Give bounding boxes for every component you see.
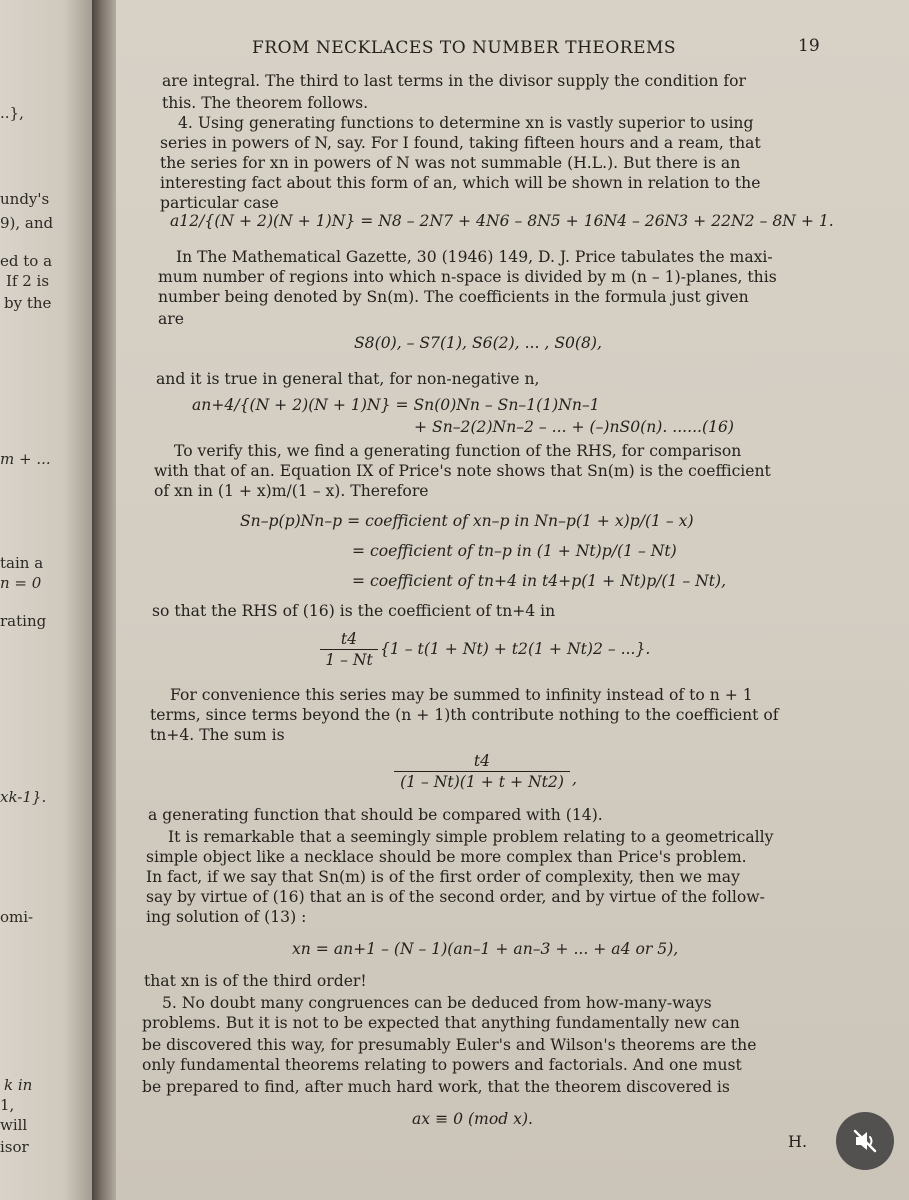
text-line: of xn in (1 + x)m/(1 – x). Therefore <box>154 482 429 500</box>
left-fragment: rating <box>0 612 47 630</box>
equation-xn: xn = an+1 – (N – 1)(an–1 + an–3 + ... + a4 or 5), <box>292 940 679 958</box>
fraction-comma: , <box>572 770 577 788</box>
left-fragment: 9), and <box>0 214 54 232</box>
left-fragment: tain a <box>0 554 44 572</box>
fraction-numerator: t4 <box>473 752 491 770</box>
text-line: a generating function that should be compared with (14). <box>148 806 603 824</box>
fraction-t4-over-1-nt <box>320 630 378 669</box>
mute-button[interactable] <box>836 1112 894 1170</box>
equation-verify-3: = coefficient of tn+4 in t4+p(1 + Nt)p/(1 – Nt), <box>352 572 727 590</box>
left-fragment: If 2 is <box>6 272 50 290</box>
author-initial: H. <box>788 1132 808 1151</box>
left-page-edge <box>0 0 92 1200</box>
left-fragment: xk-1}. <box>0 788 47 806</box>
left-fragment: 1, <box>0 1096 15 1114</box>
equation-16-line2: + Sn–2(2)Nn–2 – ... + (–)nS0(n). ......(16) <box>414 418 735 436</box>
text-line: this. The theorem follows. <box>162 94 369 112</box>
text-line: number being denoted by Sn(m). The coefficients in the formula just given <box>158 288 749 306</box>
text-line: In The Mathematical Gazette, 30 (1946) 149, D. J. Price tabulates the maxi- <box>176 248 773 266</box>
text-line: ing solution of (13) : <box>146 908 307 926</box>
equation-a12: a12/{(N + 2)(N + 1)N} = N8 – 2N7 + 4N6 – 8N5 + 16N4 – 26N3 + 22N2 – 8N + 1. <box>170 212 834 230</box>
text-line: particular case <box>160 194 279 212</box>
text-line: series in powers of N, say. For I found, taking fifteen hours and a ream, that <box>160 134 761 152</box>
left-fragment: omi- <box>0 908 34 926</box>
text-line: mum number of regions into which n-space is divided by m (n – 1)-planes, this <box>158 268 777 286</box>
text-line: To verify this, we find a generating function of the RHS, for comparison <box>174 442 742 460</box>
text-line: are integral. The third to last terms in the divisor supply the condition for <box>162 72 746 90</box>
text-line: In fact, if we say that Sn(m) is of the first order of complexity, then we may <box>146 868 740 886</box>
equation-congruence: ax ≡ 0 (mod x). <box>412 1110 533 1128</box>
left-fragment: m + ... <box>0 450 51 468</box>
text-line: the series for xn in powers of N was not summable (H.L.). But there is an <box>160 154 741 172</box>
right-page <box>116 0 909 1200</box>
text-line: For convenience this series may be summed to infinity instead of to n + 1 <box>170 686 753 704</box>
text-line: tn+4. The sum is <box>150 726 285 744</box>
fraction-bar <box>320 649 378 650</box>
equation-verify-2: = coefficient of tn–p in (1 + Nt)p/(1 – Nt) <box>352 542 677 560</box>
fraction-sum <box>394 752 570 791</box>
speaker-muted-icon <box>851 1127 879 1155</box>
left-fragment: ..}, <box>0 104 24 122</box>
left-fragment: will <box>0 1116 28 1134</box>
equation-16-line1: an+4/{(N + 2)(N + 1)N} = Sn(0)Nn – Sn–1(1)Nn–1 <box>192 396 600 414</box>
left-fragment: n = 0 <box>0 574 42 592</box>
fraction-denominator: (1 – Nt)(1 + t + Nt2) <box>400 773 564 791</box>
left-fragment: isor <box>0 1138 29 1156</box>
text-line: so that the RHS of (16) is the coefficient of tn+4 in <box>152 602 556 620</box>
running-header: FROM NECKLACES TO NUMBER THEOREMS <box>252 38 677 58</box>
text-line: simple object like a necklace should be more complex than Price's problem. <box>146 848 747 866</box>
text-line: 4. Using generating functions to determine xn is vastly superior to using <box>178 114 754 132</box>
left-fragment: by the <box>4 294 52 312</box>
fraction-denominator: 1 – Nt <box>325 651 373 669</box>
left-fragment: undy's <box>0 190 50 208</box>
series-expression: {1 – t(1 + Nt) + t2(1 + Nt)2 – ...}. <box>380 640 651 658</box>
text-line: only fundamental theorems relating to powers and factorials. And one must <box>142 1056 742 1074</box>
page-number: 19 <box>798 36 820 56</box>
text-line: say by virtue of (16) that an is of the second order, and by virtue of the follow- <box>146 888 765 906</box>
text-line: be prepared to find, after much hard work, that the theorem discovered is <box>142 1078 730 1096</box>
text-line: and it is true in general that, for non-negative n, <box>156 370 540 388</box>
fraction-bar <box>394 771 570 772</box>
left-fragment: ed to a <box>0 252 53 270</box>
text-line: problems. But it is not to be expected that anything fundamentally new can <box>142 1014 740 1032</box>
text-line: with that of an. Equation IX of Price's note shows that Sn(m) is the coefficient <box>154 462 771 480</box>
equation-coefficients: S8(0), – S7(1), S6(2), ... , S0(8), <box>354 334 602 352</box>
left-fragment: k in <box>4 1076 33 1094</box>
equation-verify-1: Sn–p(p)Nn–p = coefficient of xn–p in Nn–p(1 + x)p/(1 – x) <box>240 512 694 530</box>
text-line: interesting fact about this form of an, which will be shown in relation to the <box>160 174 761 192</box>
fraction-numerator: t4 <box>340 630 358 648</box>
book-gutter <box>92 0 116 1200</box>
text-line: 5. No doubt many congruences can be deduced from how-many-ways <box>162 994 712 1012</box>
text-line: be discovered this way, for presumably Euler's and Wilson's theorems are the <box>142 1036 757 1054</box>
text-line: terms, since terms beyond the (n + 1)th contribute nothing to the coefficient of <box>150 706 779 724</box>
text-line: It is remarkable that a seemingly simple problem relating to a geometrically <box>168 828 774 846</box>
text-line: are <box>158 310 184 328</box>
text-line: that xn is of the third order! <box>144 972 367 990</box>
